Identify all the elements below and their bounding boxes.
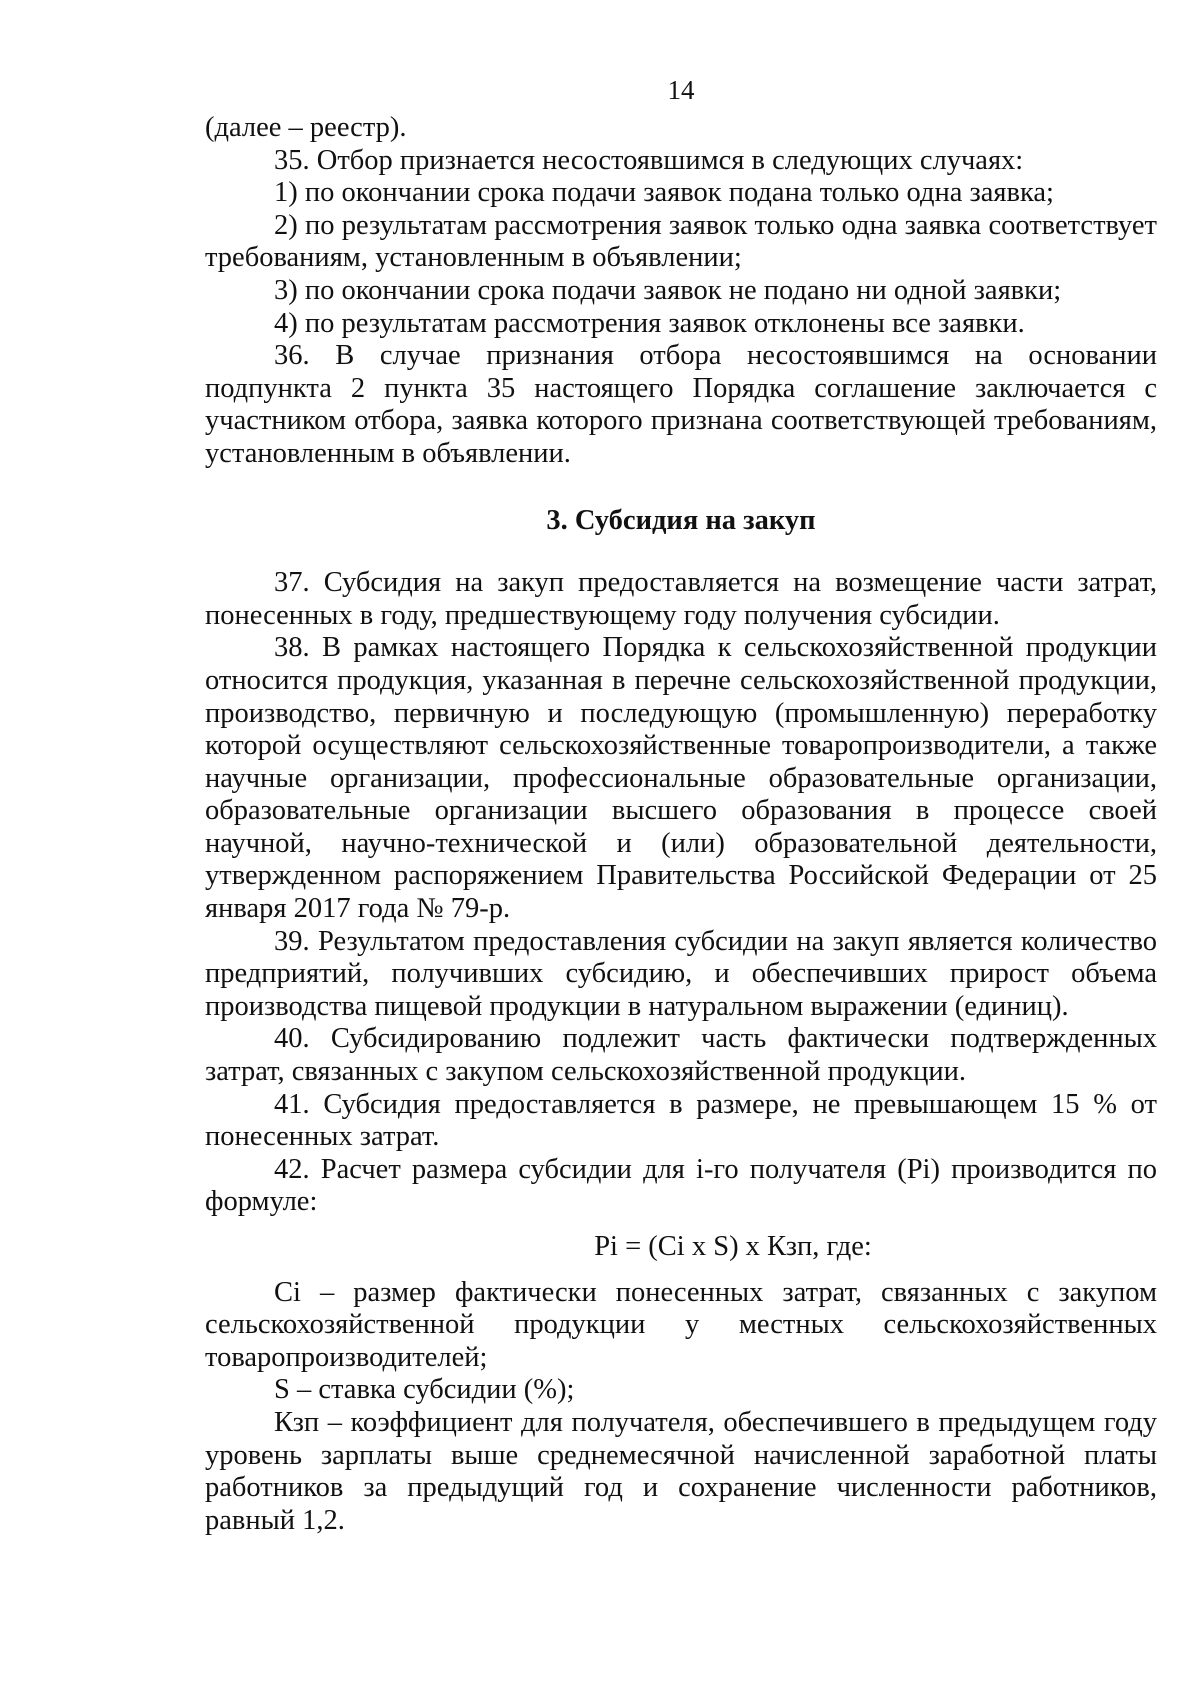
- list-item-3: 3) по окончании срока подачи заявок не подано ни одной заявки;: [274, 274, 1062, 306]
- paragraph-35: 35. Отбор признается несостоявшимся в следующих случаях:: [274, 144, 1024, 176]
- formula: Pi = (Ci x S) x Кзп, где:: [594, 1231, 872, 1262]
- document-page: [205, 68, 1157, 1537]
- section-heading: 3. Субсидия на закуп: [546, 504, 816, 536]
- paragraph-41: 41. Субсидия предоставляется в размере, не превышающем 15 % от понесенных затрат.: [205, 1088, 1157, 1153]
- paragraph-36: 36. В случае признания отбора несостоявшимся на основании подпункта 2 пункта 35 настоящего Порядка соглашение заключается с участником отбора, заявка которого признана соответствующей требованиям, установленным в объявлении.: [205, 340, 1157, 469]
- list-item-2: 2) по результатам рассмотрения заявок только одна заявка соответствует требованиям, установленным в объявлении;: [205, 209, 1157, 274]
- paragraph-continuation: (далее – реестр).: [205, 112, 407, 143]
- list-item-4: 4) по результатам рассмотрения заявок отклонены все заявки.: [274, 307, 1025, 339]
- definition-s: S – ставка субсидии (%);: [274, 1374, 575, 1406]
- paragraph-38: 38. В рамках настоящего Порядка к сельскохозяйственной продукции относится продукция, указанная в перечне сельскохозяйственной продукции, производство, первичную и последующую (промышленную) переработку которой осуществляют сельскохозяйственные товаропроизводители, а также научные организации, профессиональные образовательные организации, образовательные организации высшего образования в процессе своей научной, научно-технической и (или) образовательной деятельности, утвержденном распоряжением Правительства Российской Федерации от 25 января 2017 года № 79-р.: [205, 632, 1157, 925]
- definition-kzp: Кзп – коэффициент для получателя, обеспечившего в предыдущем году уровень зарплаты выше среднемесячной начисленной заработной платы работников за предыдущий год и сохранение численности работников, равный 1,2.: [205, 1406, 1157, 1536]
- paragraph-40: 40. Субсидированию подлежит часть фактически подтвержденных затрат, связанных с закупом сельскохозяйственной продукции.: [205, 1023, 1157, 1088]
- paragraph-42: 42. Расчет размера субсидии для i-го получателя (Pi) производится по формуле:: [205, 1153, 1157, 1218]
- list-item-1: 1) по окончании срока подачи заявок подана только одна заявка;: [274, 177, 1054, 209]
- paragraph-37: 37. Субсидия на закуп предоставляется на возмещение части затрат, понесенных в году, предшествующему году получения субсидии.: [205, 567, 1157, 631]
- definition-ci: Ci – размер фактически понесенных затрат, связанных с закупом сельскохозяйственной продукции у местных сельскохозяйственных товаропроизводителей;: [205, 1276, 1157, 1373]
- paragraph-39: 39. Результатом предоставления субсидии на закуп является количество предприятий, получивших субсидию, и обеспечивших прирост объема производства пищевой продукции в натуральном выражении (единиц).: [205, 925, 1157, 1022]
- page-number: 14: [667, 75, 695, 105]
